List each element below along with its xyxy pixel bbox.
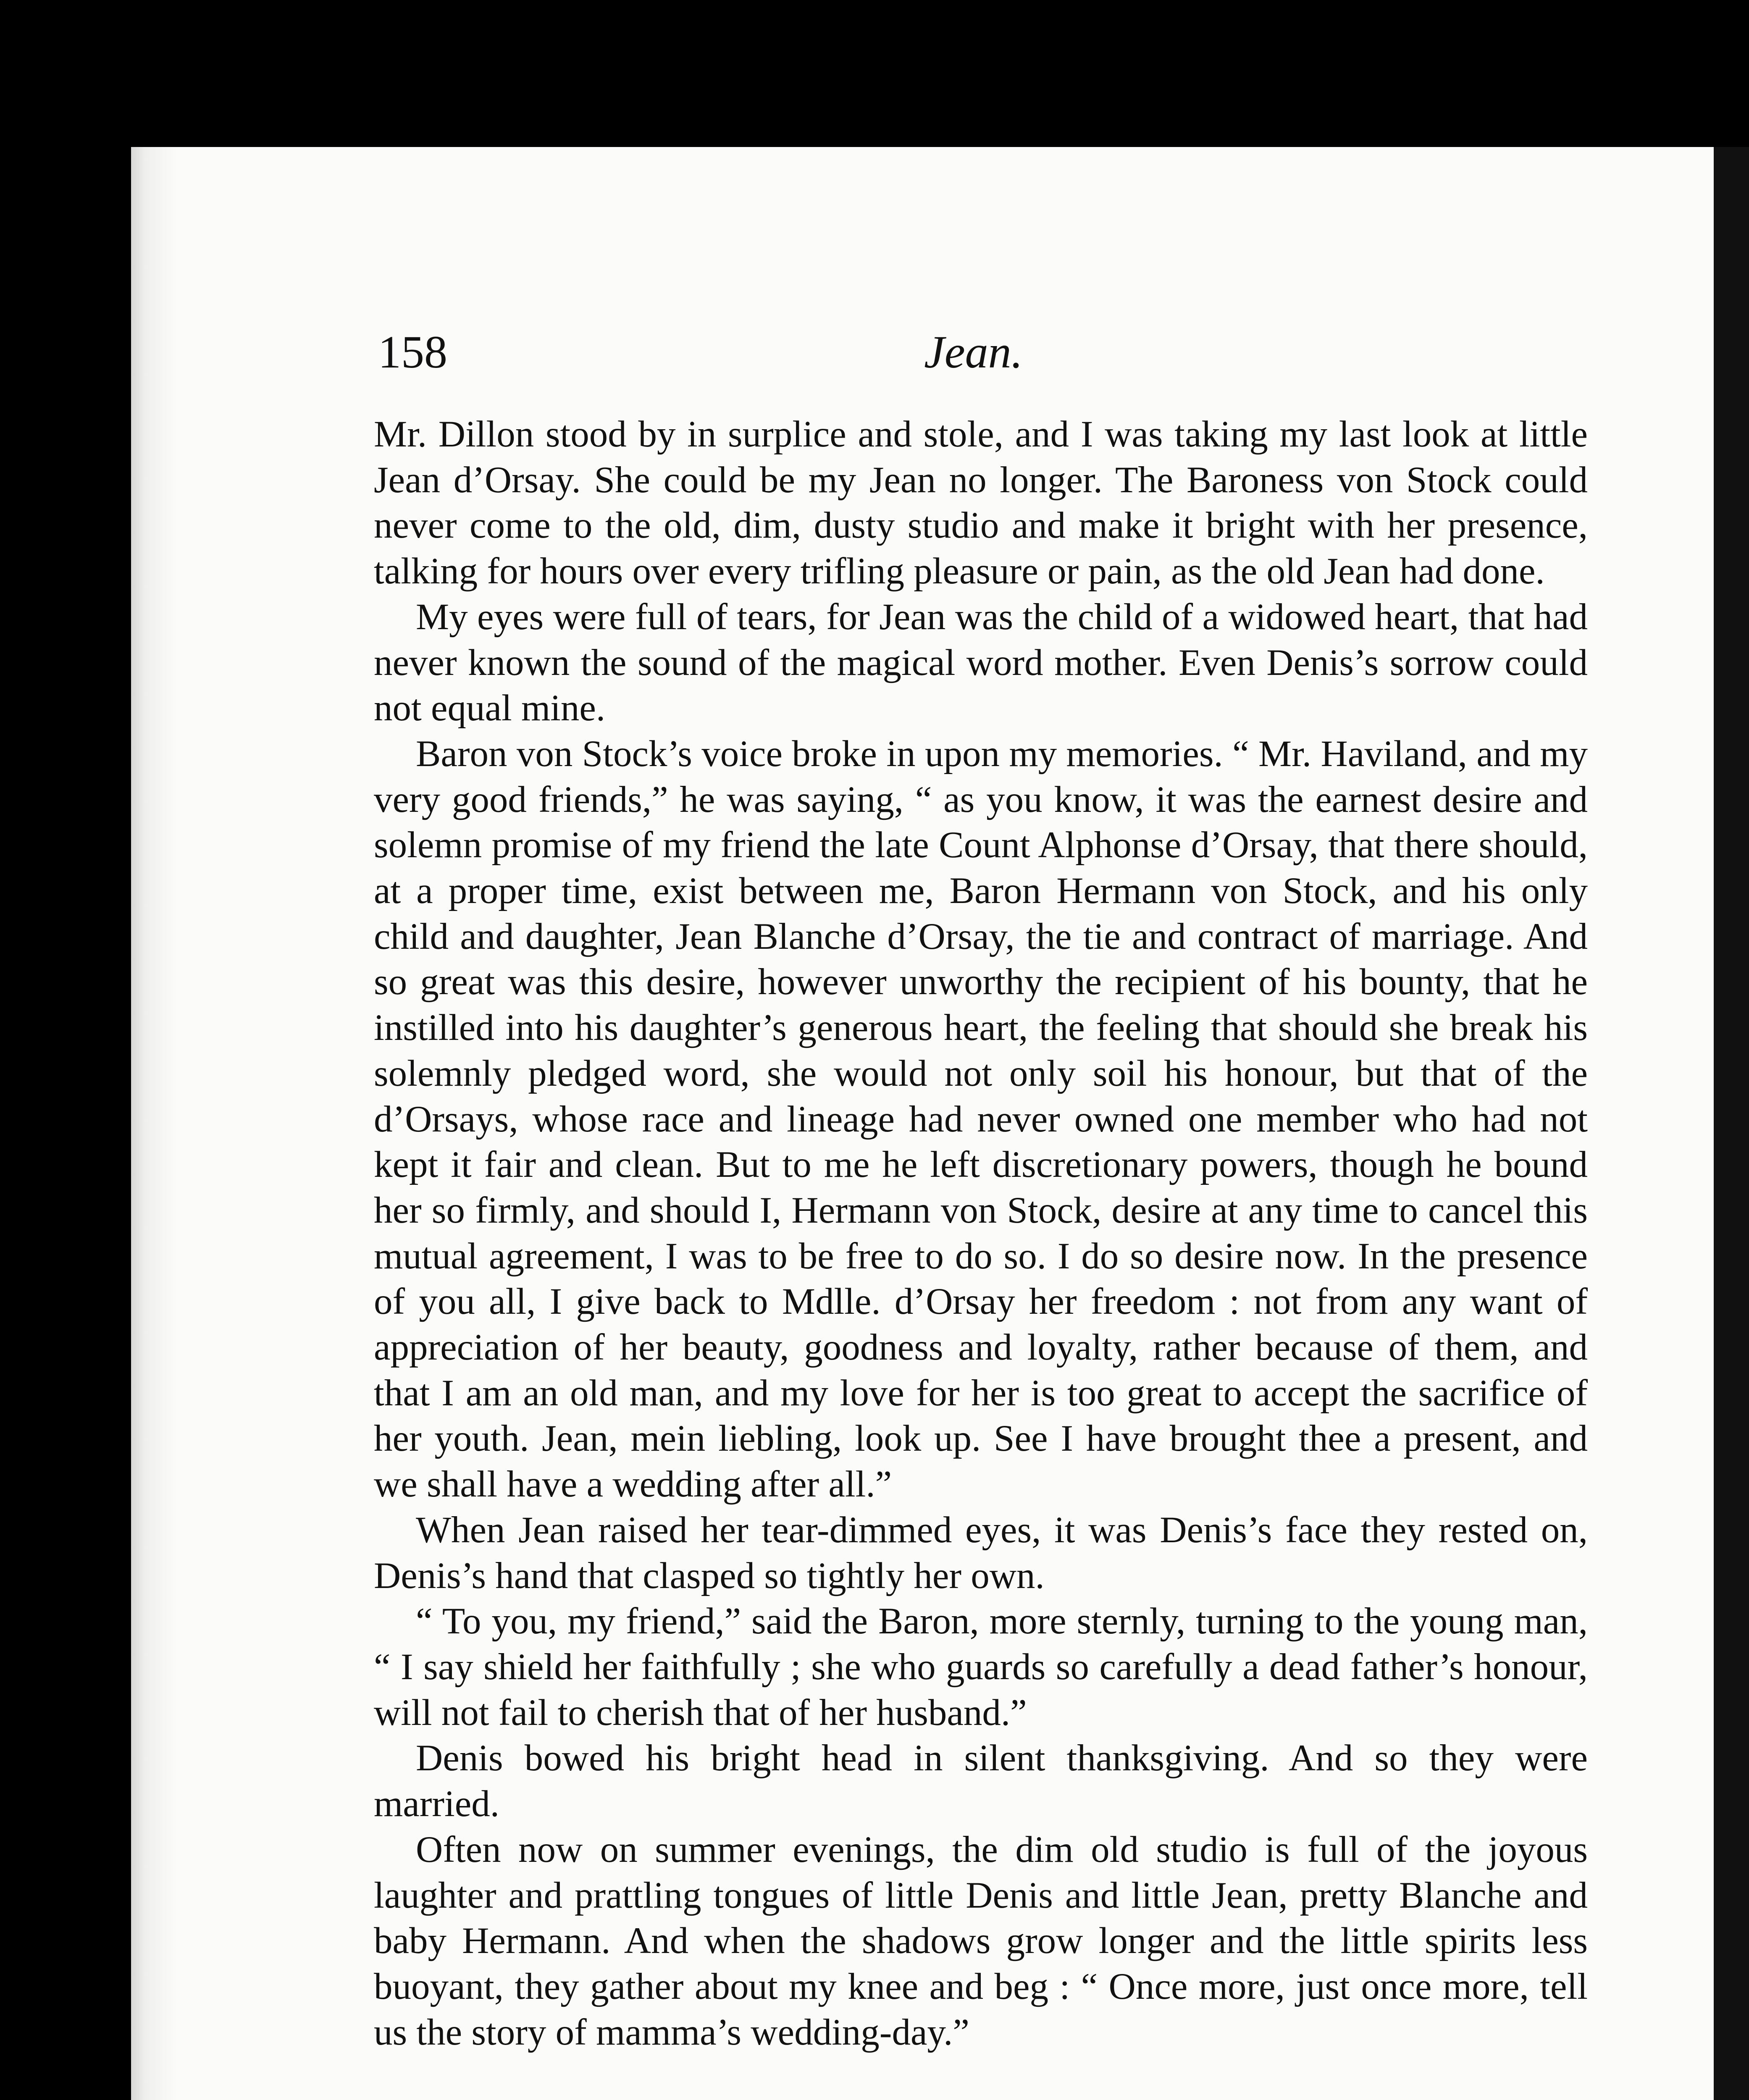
paragraph: My eyes were full of tears, for Jean was the child of a widowed heart, that had never known the sound of the magical word mother. Even Denis’s sorrow could not equal mine. <box>374 596 1588 729</box>
page-gutter-shadow <box>131 147 177 2100</box>
paragraph: “ To you, my friend,” said the Baron, more sternly, turning to the young man, “ I say shield her faithfully ; she who guards so carefully a dead father’s honour, will not fail to cherish that of her husband.” <box>374 1601 1588 1733</box>
running-title: Jean. <box>924 326 1023 378</box>
paragraph: Denis bowed his bright head in silent thanksgiving. And so they were married. <box>374 1738 1588 1825</box>
body-text <box>374 412 1588 2055</box>
paragraph: When Jean raised her tear-dimmed eyes, it was Denis’s face they rested on, Denis’s hand that clasped so tightly her own. <box>374 1509 1588 1596</box>
page-right-edge <box>1714 147 1749 2100</box>
paragraph: Baron von Stock’s voice broke in upon my memories. “ Mr. Haviland, and my very good friends,” he was saying, “ as you know, it was the earnest desire and solemn promise of my friend the late Count Alphonse d’Orsay, that there should, at a proper time, exist between me, Baron Hermann von Stock, and his only child and daughter, Jean Blanche d’Orsay, the tie and contract of marriage. And so great was this desire, however unworthy the recipient of his bounty, that he instilled into his daughter’s generous heart, the feeling that should she break his solemnly pledged word, she would not only soil his honour, but that of the d’Orsays, whose race and lineage had never owned one member who had not kept it fair and clean. But to me he left discretionary powers, though he bound her so firmly, and should I, Hermann von Stock, desire at any time to cancel this mutual agreement, I was to be free to do so. I do so desire now. In the presence of you all, I give back to Mdlle. d’Orsay her freedom : not from any want of appreciation of her beauty, goodness and loyalty, rather because of them, and that I am an old man, and my love for her is too great to accept the sacrifice of her youth. Jean, mein liebling, look up. See I have brought thee a present, and we shall have a wedding after all.” <box>374 733 1588 1505</box>
paragraph: Mr. Dillon stood by in surplice and stole, and I was taking my last look at little Jean d’Orsay. She could be my Jean no longer. The Baroness von Stock could never come to the old, dim, dusty studio and make it bright with her presence, talking for hours over every trifling pleasure or pain, as the old Jean had done. <box>374 414 1588 592</box>
page-header <box>378 326 1584 384</box>
page-number: 158 <box>378 326 447 378</box>
paragraph: Often now on summer evenings, the dim old studio is full of the joyous laughter and prattling tongues of little Denis and little Jean, pretty Blanche and baby Hermann. And when the shadows grow longer and the little spirits less buoyant, they gather about my knee and beg : “ Once more, just once more, tell us the story of mamma’s wedding-day.” <box>374 1829 1588 2053</box>
